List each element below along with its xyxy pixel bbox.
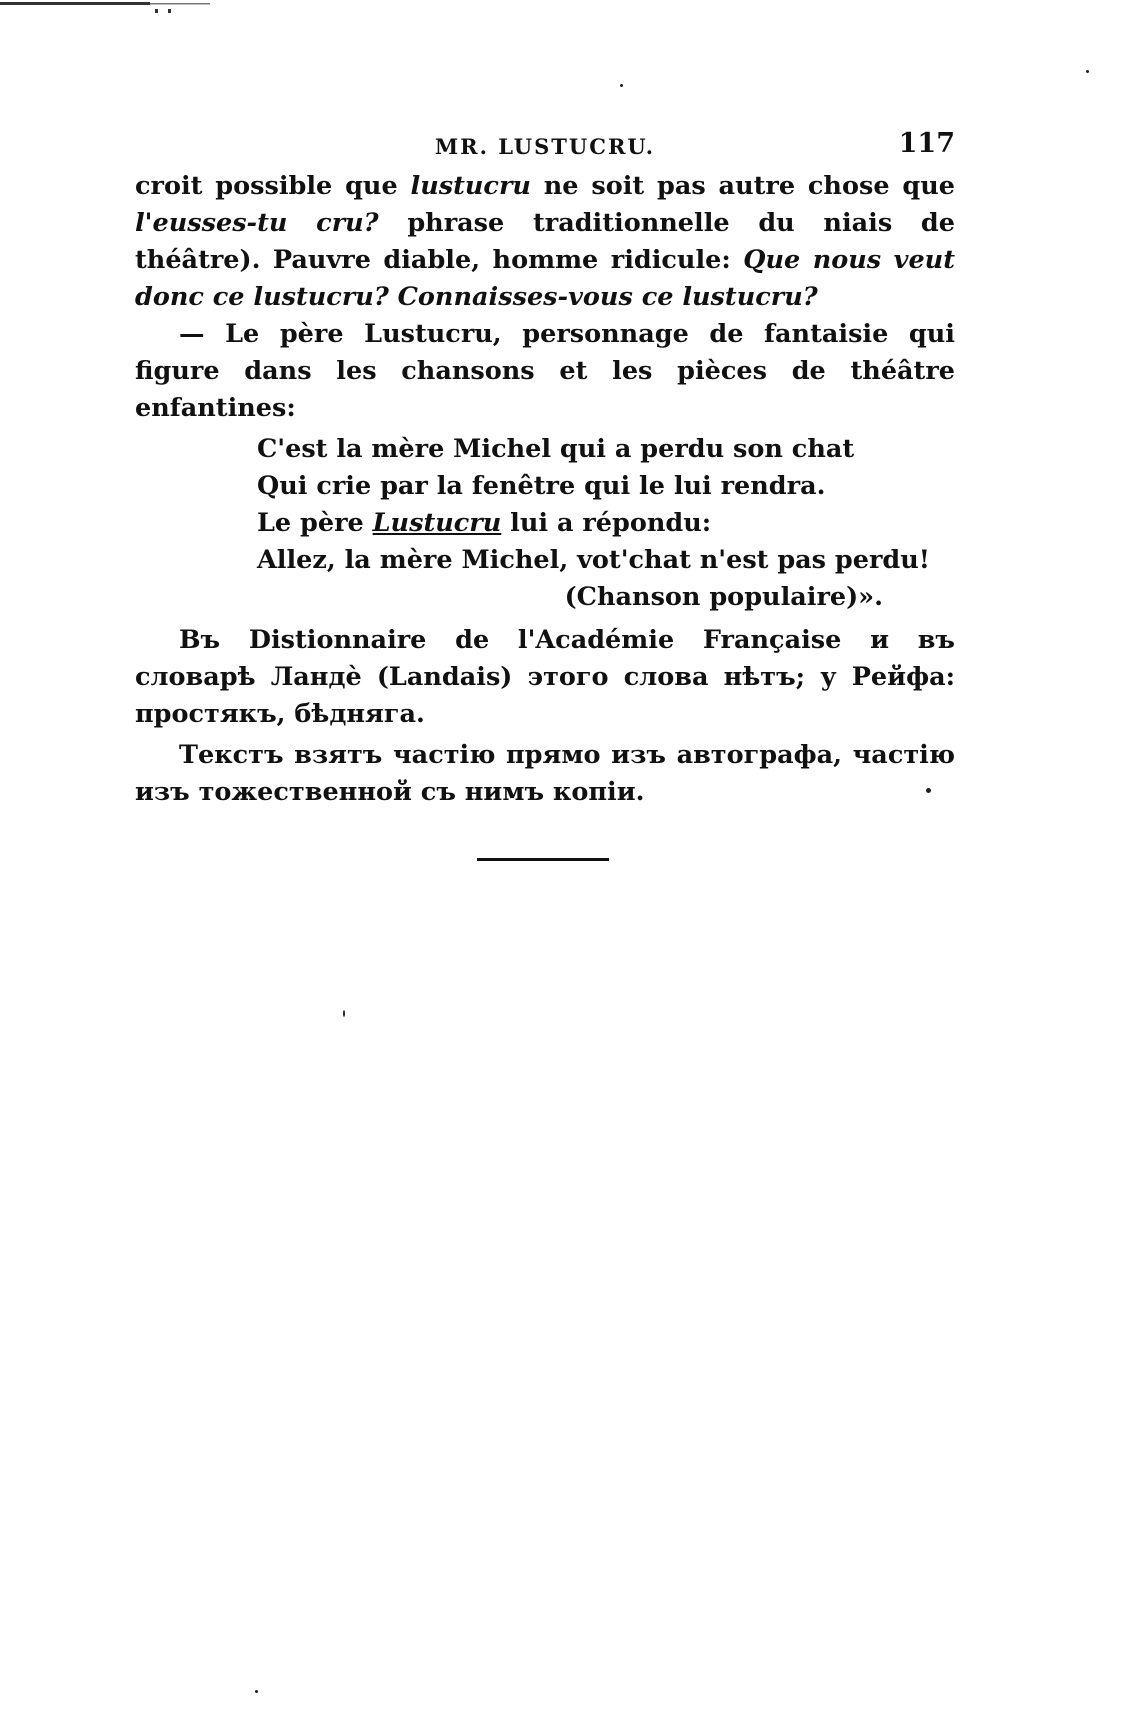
text-span: ne soit pas autre chose que [530, 171, 955, 201]
verse-line-2: Qui crie par la fenêtre qui le lui rendra. [257, 471, 826, 501]
paragraph-3: Въ Distionnaire de l'Académie Française и въ словарѣ Ландѐ (Landais) этого слова нѣтъ; у Рейфа: простякъ, бѣдняга. [135, 625, 955, 729]
text-span: Le père [257, 508, 373, 538]
scan-speck [1086, 70, 1089, 73]
paragraph-2: — Le père Lustucru, personnage de fantaisie qui figure dans les chansons et les pièces de théâtre enfantines: [135, 319, 955, 423]
text-span: croit possible que [135, 171, 411, 201]
page-number: 117 [898, 128, 955, 159]
verse-attribution: (Chanson populaire)». [564, 582, 883, 612]
running-head [135, 120, 955, 168]
italic-span: l'eusses-tu cru? [135, 208, 379, 238]
scan-edge-mark [0, 0, 230, 14]
verse-block [257, 431, 955, 579]
scan-speck [255, 1690, 258, 1693]
running-title: MR. LUSTUCRU. [434, 134, 656, 159]
text-span: phrase traditionnelle du niais de théâtre). Pauvre diable, homme ridicule: [135, 208, 955, 275]
verse-line-4: Allez, la mère Michel, vot'chat n'est pas perdu! [257, 545, 930, 575]
verse-line-3 [257, 505, 955, 542]
page-body [135, 120, 955, 811]
italic-span: lustucru [410, 171, 531, 201]
italic-span: Lustucru [372, 508, 502, 538]
paragraph-1 [135, 168, 955, 316]
text-span: lui a répondu: [501, 508, 712, 538]
scan-speck [343, 1010, 345, 1017]
paragraph-4: Текстъ взятъ частію прямо изъ автографа, частію изъ тожественной съ нимъ копіи. [135, 740, 955, 807]
verse-line-1: C'est la mère Michel qui a perdu son chat [257, 434, 855, 464]
scan-speck [620, 84, 623, 87]
section-end-rule [477, 858, 609, 861]
italic-span: Que nous veut donc ce lustucru? Connaisses-vous ce lustucru? [135, 245, 955, 312]
